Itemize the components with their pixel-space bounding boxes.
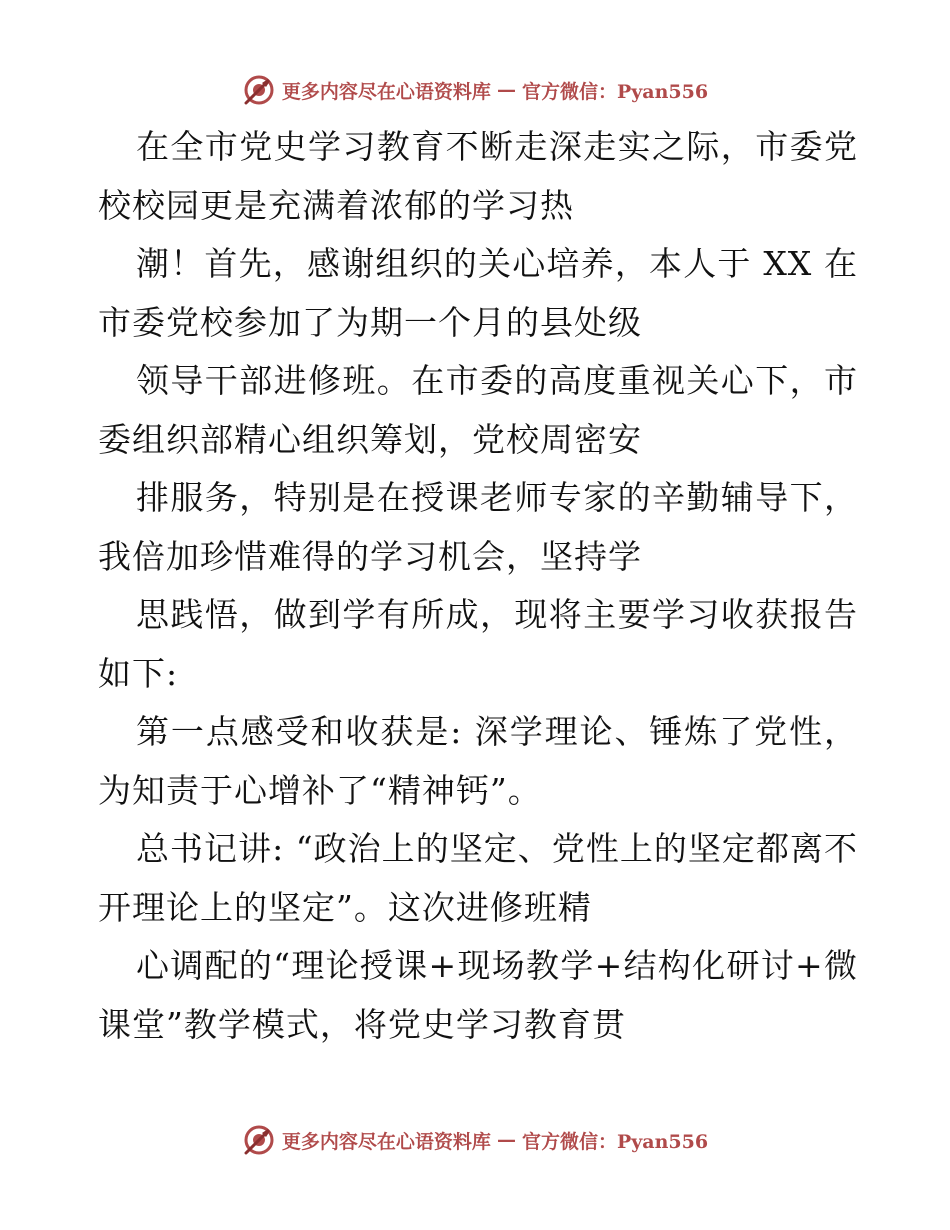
paragraph-1: 在全市党史学习教育不断走深走实之际，市委党校校园更是充满着浓郁的学习热 [98, 127, 858, 225]
watermark-site-text: 更多内容尽在心语资料库 [281, 1130, 491, 1153]
paragraph-6: 第一点感受和收获是: 深学理论、锤炼了党性，为知责于心增补了“精神钙”。 [98, 712, 858, 810]
paragraph-3: 领导干部进修班。在市委的高度重视关心下，市委组织部精心组织筹划，党校周密安 [98, 361, 858, 459]
paragraph-7: 总书记讲: “政治上的坚定、党性上的坚定都离不开理论上的坚定”。这次进修班精 [98, 829, 858, 927]
watermark-site-text: 更多内容尽在心语资料库 [281, 80, 491, 103]
watermark-wechat-text: 官方微信：Pyan556 [521, 80, 709, 103]
paragraph-2: 潮！首先，感谢组织的关心培养，本人于 XX 在市委党校参加了为期一个月的县处级 [98, 244, 858, 342]
pen-logo-icon [242, 73, 276, 107]
paragraph-4: 排服务，特别是在授课老师专家的辛勤辅导下，我倍加珍惜难得的学习机会，坚持学 [98, 478, 858, 576]
paragraph-8: 心调配的“理论授课+现场教学+结构化研讨+微课堂”教学模式，将党史学习教育贯 [98, 946, 858, 1044]
header-watermark [0, 70, 950, 110]
paragraph-5: 思践悟，做到学有所成，现将主要学习收获报告如下: [98, 595, 858, 693]
footer-watermark [0, 1120, 950, 1160]
watermark-dash: — [496, 79, 516, 101]
watermark-wechat-text: 官方微信：Pyan556 [521, 1130, 709, 1153]
document-body [98, 118, 858, 1054]
pen-logo-icon [242, 1123, 276, 1157]
watermark-dash: — [496, 1129, 516, 1151]
